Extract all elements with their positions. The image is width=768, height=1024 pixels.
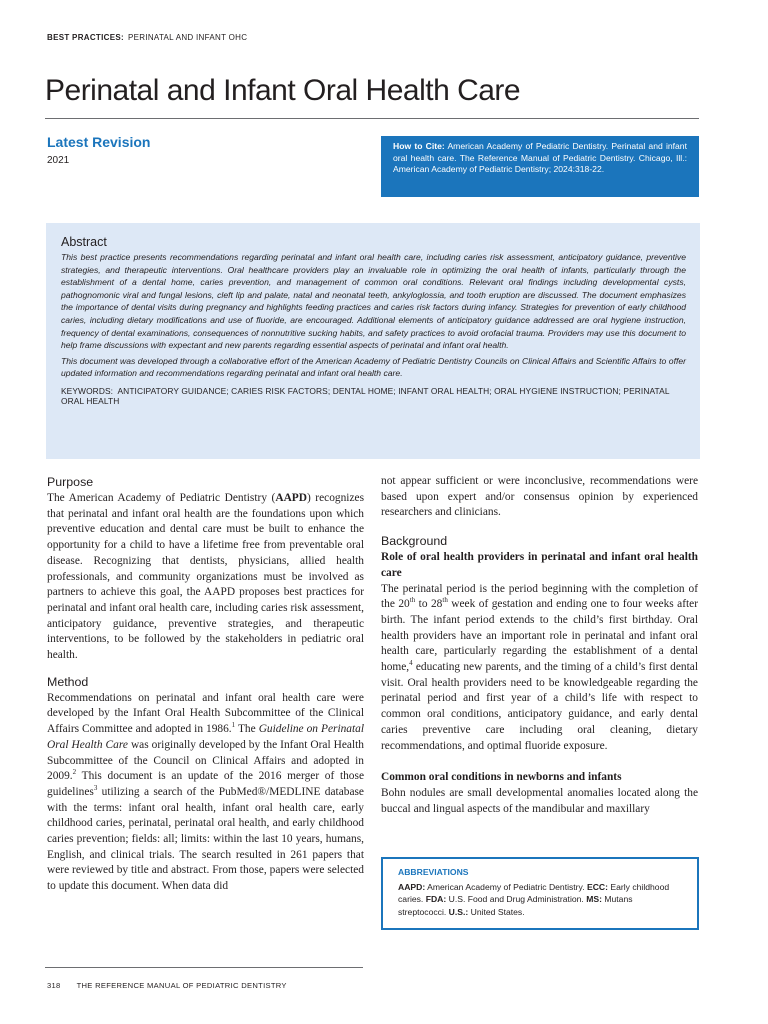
abbreviations-heading: ABBREVIATIONS [398, 867, 469, 877]
running-head [47, 33, 247, 42]
aapd-abbr: AAPD [275, 492, 307, 504]
running-head-topic: PERINATAL AND INFANT OHC [127, 33, 248, 42]
cite-label: How to Cite: [393, 141, 445, 151]
running-head-section: BEST PRACTICES: [47, 33, 124, 42]
revision-heading: Latest Revision [47, 134, 151, 150]
cite-text: American Academy of Pediatric Dentistry. Perinatal and infant oral health care. The Reference Manual of Pediatric Dentistry. Chicago, Ill.: American Academy of Pediatric Dentistry; 2024:318-22. [393, 141, 687, 175]
how-to-cite-box [381, 136, 699, 197]
reference-3: 3 [93, 784, 98, 793]
common-conditions-subheading: Common oral conditions in newborns and infants [381, 771, 622, 784]
abbreviations-box [381, 857, 699, 930]
keywords-list: ANTICIPATORY GUIDANCE; CARIES RISK FACTORS; DENTAL HOME; INFANT ORAL HEALTH; ORAL HYGIENE INSTRUCTION; PERINATAL ORAL HEALTH [61, 385, 670, 406]
abstract-box [46, 223, 700, 459]
purpose-text: The American Academy of Pediatric Dentistry (AAPD) recognizes that perinatal and infant oral health are the foundations upon which preventive education and dental care must be built to enhance the opportunity for a child to have a lifetime free from preventable oral disease. Recognizing that dentists, physicians, allied health professionals, and community organizations must be involved as partners to achieve this goal, the AAPD proposes best practices for perinatal and infant oral health care, including caries risk assessment, anticipatory guidance, preventive strategies, and therapeutic interventions, to be followed by the stakeholders in pediatric oral health. [47, 492, 365, 662]
keywords-label: KEYWORDS: [61, 385, 114, 396]
footer-divider [45, 967, 363, 968]
abstract-heading: Abstract [61, 235, 107, 249]
common-conditions-text: Bohn nodules are small developmental anomalies located along the buccal and lingual aspects of the mandibular and maxillary [381, 786, 698, 815]
method-heading: Method [47, 674, 89, 689]
right-column [381, 474, 698, 817]
page-footer [47, 981, 287, 990]
reference-2: 2 [72, 768, 77, 777]
background-heading: Background [381, 534, 448, 549]
publication-title: THE REFERENCE MANUAL OF PEDIATRIC DENTISTRY [76, 981, 287, 990]
background-text: The perinatal period is the period beginning with the completion of the 20th to 28th week of gestation and ending one to four weeks after birth. The infant period extends to the child’s first birthday. Oral health providers have an important role in perinatal and infant oral health care, particularly regarding the establishment of a dental home,$^4$ educating new parents, and the timing of a child’s first dental visit. Oral health providers need to be knowledgeable regarding the perinatal period and first year of a child’s life with respect to common oral conditions, anticipatory guidance, and early dental caries preventive care including oral cleaning, dietary recommendations, and optimal fluoride exposure. [381, 582, 699, 752]
page-title: Perinatal and Infant Oral Health Care [45, 74, 521, 107]
method-text-continued: not appear sufficient or were inconclusive, recommendations were based upon expert and/or consensus opinion by experienced researchers and clinicians. [381, 475, 698, 519]
abstract-paragraph-2: This document was developed through a collaborative effort of the American Academy of Pediatric Dentistry Councils on Clinical Affairs and Scientific Affairs to offer updated information and recommendations regarding perinatal and infant oral health care. [61, 355, 686, 379]
abbreviations-list: AAPD: American Academy of Pediatric Dentistry. ECC: Early childhood caries. FDA: U.S. Food and Drug Administration. MS: Mutans streptococci. U.S.: United States. [398, 882, 670, 917]
page-number: 318 [47, 981, 61, 990]
revision-year: 2021 [47, 155, 70, 166]
left-column [47, 474, 364, 895]
method-text: Recommendations on perinatal and infant oral health care were developed by the Infant Oral Health Subcommittee of the Clinical Affairs Committee and adopted in 1986.$^1$ The Guideline on Perinatal Oral Health Care was originally developed by the Infant Oral Health Subcommittee of the Council on Clinical Affairs and adopted in 2009.$^2$ This document is an update of the 2016 merger of those guidelines$^3$ utilizing a search of the PubMed®/MEDLINE database with the terms: infant oral health, infant oral health care, early childhood caries, perinatal, perinatal oral health, and early childhood caries prevention; fields: all; limits: within the last 10 years, humans, English, and clinical trials. The search resulted in 261 papers that were reviewed by title and abstract. From those, papers were selected to update this document. When data did [47, 691, 365, 893]
purpose-heading: Purpose [47, 475, 94, 489]
abstract-paragraph-1: This best practice presents recommendations regarding perinatal and infant oral health care, including caries risk assessment, anticipatory guidance, preventive strategies, and therapeutic interventions. Oral healthcare providers play an invaluable role in optimizing the oral health of infants, particularly through the establishment of a dental home, caries prevention, and management of common oral conditions. Relevant oral findings including developmental cysts, pathognomonic viral and fungal lesions, cleft lip and palate, natal and neonatal teeth, ankyloglossia, and tooth eruption are discussed. The document emphasizes the importance of dental visits during pregnancy and highlights feeding practices and caries risk factors during infancy. Strategies for prevention of early childhood caries, including dietary modifications and use of fluoride, are encouraged. Additional elements of anticipatory guidance addressed are oral hygiene instruction, frequency of dental examinations, consequences of nonnutritive sucking habits, and safety practices to avoid orofacial trauma. Providers may use this document to help frame discussions with expectant and new parents regarding essential aspects of perinatal and infant oral health. [61, 252, 686, 351]
guideline-title: Guideline on Perinatal Oral Health Care [47, 723, 365, 751]
reference-1: 1 [231, 721, 236, 730]
reference-4: 4 [409, 659, 413, 668]
title-divider [45, 118, 699, 119]
role-subheading: Role of oral health providers in perinatal and infant oral health care [381, 551, 698, 579]
keywords [61, 386, 686, 406]
